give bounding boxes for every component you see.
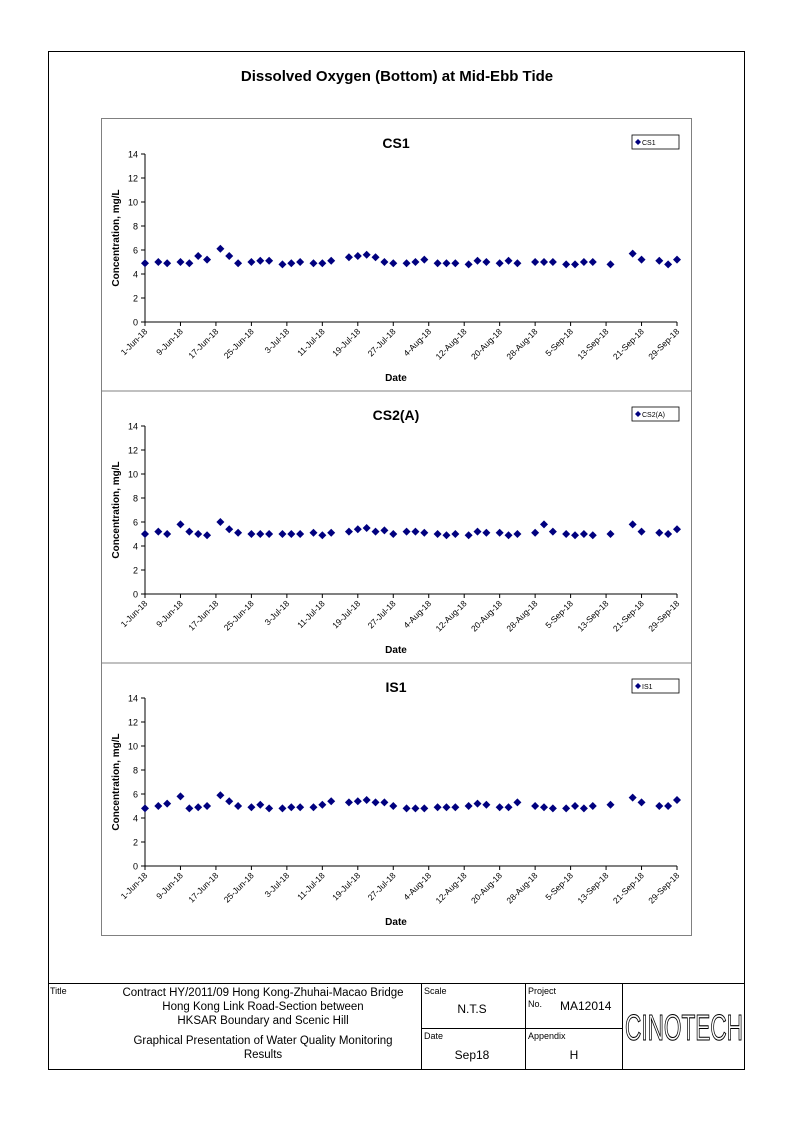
data-point [403,528,411,536]
x-tick-label: 13-Sep-18 [575,870,611,906]
data-point [655,257,663,265]
data-point [185,259,193,267]
data-point [265,804,273,812]
data-point [278,530,286,538]
date-value: Sep18 [454,1048,490,1062]
data-point [154,528,162,536]
chart-cs2a [102,391,691,663]
data-point [403,259,411,267]
x-tick-label: 20-Aug-18 [468,326,505,362]
y-tick-label: 14 [127,421,138,432]
data-point [531,258,539,266]
data-point [194,252,202,260]
y-tick-label: 12 [127,173,138,184]
y-axis-label: Concentration, mg/L [111,733,122,831]
data-point [496,259,504,267]
data-point [225,525,233,533]
data-point [638,256,646,264]
legend [632,135,679,149]
x-tick-label: 1-Jun-18 [118,598,150,630]
data-point [562,804,570,812]
legend [632,679,679,693]
data-point [380,526,388,534]
data-point [372,798,380,806]
data-point [673,796,681,804]
chart-title: CS1 [382,135,410,151]
y-tick-label: 8 [132,765,138,776]
data-point [265,257,273,265]
x-tick-label: 19-Jul-18 [330,598,363,631]
x-tick-label: 17-Jun-18 [186,598,221,633]
data-point [372,253,380,261]
chart-is1 [102,663,691,935]
data-point [531,529,539,537]
x-tick-label: 28-Aug-18 [504,326,540,362]
data-point [474,257,482,265]
data-point [287,530,295,538]
cinotech-logo [623,984,745,1070]
data-point [451,259,459,267]
data-point [607,530,615,538]
data-point [141,259,149,267]
x-tick-label: 21-Sep-18 [610,326,646,362]
x-tick-label: 3-Jul-18 [262,326,292,356]
data-point [372,528,380,536]
legend [632,407,679,421]
x-tick-label: 13-Sep-18 [575,326,611,362]
x-tick-label: 4-Aug-18 [401,326,434,359]
y-tick-label: 4 [132,541,138,552]
project-title-line2: Hong Kong Link Road-Section between [162,1001,364,1013]
data-point [482,258,490,266]
data-point [354,797,362,805]
data-point [513,798,521,806]
y-tick-label: 10 [127,197,138,208]
x-tick-label: 17-Jun-18 [186,326,221,361]
data-point [571,802,579,810]
data-point [496,529,504,537]
y-tick-label: 8 [132,221,138,232]
project-appendix-cell [526,984,623,1070]
data-point [655,802,663,810]
project-label: Project [528,986,557,996]
data-point [451,803,459,811]
data-point [141,530,149,538]
title-label: Title [50,986,67,996]
data-point [163,800,171,808]
x-tick-label: 13-Sep-18 [575,598,611,634]
data-point [256,801,264,809]
y-tick-label: 12 [127,445,138,456]
data-point [185,804,193,812]
data-point [247,530,255,538]
x-tick-label: 11-Jul-18 [295,598,327,631]
data-point [363,524,371,532]
data-point [154,802,162,810]
data-point [345,253,353,261]
y-tick-label: 12 [127,717,138,728]
data-point [638,528,646,536]
data-point [664,802,672,810]
project-no-label: No. [528,999,543,1009]
chart-cs1 [102,119,691,391]
y-tick-label: 8 [132,493,138,504]
y-tick-label: 0 [132,589,138,600]
data-point [411,258,419,266]
x-tick-label: 5-Sep-18 [543,870,576,903]
date-label: Date [424,1031,444,1041]
data-point [580,258,588,266]
data-point [562,260,570,268]
x-tick-label: 27-Jul-18 [365,598,398,631]
project-number: MA12014 [560,999,612,1013]
x-tick-label: 21-Sep-18 [610,598,646,634]
data-point [549,804,557,812]
data-point [327,797,335,805]
data-point [505,257,513,265]
y-tick-label: 4 [132,813,138,824]
x-tick-label: 3-Jul-18 [262,870,292,900]
data-point [474,800,482,808]
legend-label: CS2(A) [642,412,665,419]
data-point [154,258,162,266]
data-point [194,530,202,538]
data-point [580,804,588,812]
data-point [176,792,184,800]
data-point [629,794,637,802]
data-point [354,252,362,260]
data-point [234,802,242,810]
data-point [318,531,326,539]
data-point [474,528,482,536]
data-point [309,529,317,537]
data-point [203,802,211,810]
x-tick-label: 4-Aug-18 [401,870,434,903]
data-point [531,802,539,810]
data-point [256,530,264,538]
data-point [655,529,663,537]
chart-title: IS1 [385,679,407,695]
data-point [465,531,473,539]
data-point [664,530,672,538]
data-point [363,251,371,259]
y-tick-label: 6 [132,517,138,528]
data-point [540,520,548,528]
data-point [571,531,579,539]
title-block [48,983,745,1070]
data-point [296,530,304,538]
page-title: Dissolved Oxygen (Bottom) at Mid-Ebb Tide [240,68,554,85]
x-tick-label: 21-Sep-18 [610,870,646,906]
data-point [216,245,224,253]
data-point [318,801,326,809]
x-tick-label: 12-Aug-18 [433,598,469,634]
data-point [465,260,473,268]
y-tick-label: 2 [132,565,138,576]
data-point [225,797,233,805]
chart-title: CS2(A) [372,407,420,423]
x-tick-label: 5-Sep-18 [543,598,576,631]
data-point [216,518,224,526]
y-tick-label: 6 [132,789,138,800]
data-point [234,259,242,267]
x-tick-label: 4-Aug-18 [401,598,434,631]
data-point [513,259,521,267]
y-tick-label: 14 [127,149,138,160]
y-tick-label: 14 [127,693,138,704]
data-point [354,525,362,533]
x-tick-label: 11-Jul-18 [295,870,327,903]
drawing-title-line2: Results [243,1049,283,1061]
data-point [664,260,672,268]
data-point [629,520,637,528]
data-point [163,259,171,267]
x-tick-label: 11-Jul-18 [295,326,327,359]
charts-panel [101,118,692,936]
data-point [141,804,149,812]
data-point [203,256,211,264]
data-point [278,260,286,268]
x-tick-label: 9-Jun-18 [154,598,185,630]
data-point [185,528,193,536]
x-tick-label: 5-Sep-18 [543,326,576,359]
data-point [203,531,211,539]
data-point [318,259,326,267]
data-point [411,804,419,812]
x-tick-label: 1-Jun-18 [118,326,150,358]
x-tick-label: 17-Jun-18 [186,870,221,905]
x-axis-label: Date [385,917,407,928]
data-point [234,529,242,537]
scale-value: N.T.S [457,1002,487,1016]
data-point [451,530,459,538]
data-point [571,260,579,268]
title-cell [48,984,422,1070]
appendix-value: H [569,1048,579,1062]
data-point [420,256,428,264]
data-point [216,791,224,799]
data-point [482,801,490,809]
data-point [505,803,513,811]
data-point [580,530,588,538]
data-point [225,252,233,260]
x-tick-label: 19-Jul-18 [330,326,363,359]
data-point [465,802,473,810]
data-point [403,804,411,812]
x-tick-label: 12-Aug-18 [433,870,469,906]
data-point [389,802,397,810]
data-point [411,528,419,536]
data-point [247,803,255,811]
data-point [389,530,397,538]
data-point [380,258,388,266]
data-point [434,530,442,538]
data-point [607,260,615,268]
data-point [549,528,557,536]
data-point [629,250,637,258]
data-point [176,258,184,266]
data-point [513,530,521,538]
data-point [420,529,428,537]
x-tick-label: 19-Jul-18 [330,870,363,903]
data-point [247,258,255,266]
data-point [442,531,450,539]
data-point [442,259,450,267]
drawing-title-line1: Graphical Presentation of Water Quality Monitoring [133,1035,393,1047]
data-point [482,529,490,537]
y-tick-label: 0 [132,317,138,328]
data-point [589,531,597,539]
x-tick-label: 29-Sep-18 [646,870,682,906]
data-point [540,258,548,266]
x-tick-label: 3-Jul-18 [262,598,292,628]
scale-label: Scale [424,986,447,996]
x-tick-label: 29-Sep-18 [646,326,682,362]
legend-label: CS1 [642,140,656,147]
y-tick-label: 4 [132,269,138,280]
data-point [434,259,442,267]
x-tick-label: 25-Jun-18 [221,870,256,905]
appendix-label: Appendix [528,1031,566,1041]
data-point [309,259,317,267]
y-tick-label: 10 [127,741,138,752]
scale-box [422,984,525,1029]
data-point [496,803,504,811]
data-point [363,796,371,804]
data-point [287,803,295,811]
x-tick-label: 25-Jun-18 [221,326,256,361]
x-tick-label: 9-Jun-18 [154,326,185,358]
data-point [296,258,304,266]
y-axis-label: Concentration, mg/L [111,189,122,287]
data-point [265,530,273,538]
data-point [505,531,513,539]
data-point [327,257,335,265]
data-point [345,528,353,536]
x-tick-label: 27-Jul-18 [365,870,398,903]
project-title-line1: Contract HY/2011/09 Hong Kong-Zhuhai-Macao Bridge [122,987,404,999]
data-point [549,258,557,266]
x-tick-label: 1-Jun-18 [118,870,150,902]
x-tick-label: 9-Jun-18 [154,870,185,902]
x-axis-label: Date [385,373,407,384]
data-point [163,530,171,538]
y-tick-label: 2 [132,837,138,848]
data-point [673,525,681,533]
x-tick-label: 29-Sep-18 [646,598,682,634]
data-point [296,803,304,811]
x-tick-label: 25-Jun-18 [221,598,256,633]
x-axis-label: Date [385,645,407,656]
x-tick-label: 27-Jul-18 [365,326,398,359]
data-point [345,798,353,806]
logo-text: CINOTECH [625,1007,743,1047]
data-point [380,798,388,806]
data-point [562,530,570,538]
data-point [287,259,295,267]
data-point [540,803,548,811]
data-point [442,803,450,811]
y-axis-label: Concentration, mg/L [111,461,122,559]
data-point [176,520,184,528]
data-point [420,804,428,812]
project-title [108,986,418,1028]
data-point [638,798,646,806]
x-tick-label: 12-Aug-18 [433,326,469,362]
data-point [389,259,397,267]
data-point [256,257,264,265]
data-point [327,529,335,537]
data-point [607,801,615,809]
y-tick-label: 6 [132,245,138,256]
project-title-line3: HKSAR Boundary and Scenic Hill [177,1015,349,1027]
data-point [673,256,681,264]
x-tick-label: 28-Aug-18 [504,598,540,634]
data-point [309,803,317,811]
data-point [194,803,202,811]
data-point [278,804,286,812]
logo-wordmark [624,1007,744,1047]
y-tick-label: 10 [127,469,138,480]
y-tick-label: 0 [132,861,138,872]
y-tick-label: 2 [132,293,138,304]
x-tick-label: 20-Aug-18 [468,870,505,906]
drawing-title [108,1034,418,1062]
legend-label: IS1 [642,684,653,691]
data-point [434,803,442,811]
x-tick-label: 20-Aug-18 [468,598,505,634]
data-point [589,258,597,266]
scale-date-cell [422,984,526,1070]
project-box [526,984,622,1029]
x-tick-label: 28-Aug-18 [504,870,540,906]
data-point [589,802,597,810]
